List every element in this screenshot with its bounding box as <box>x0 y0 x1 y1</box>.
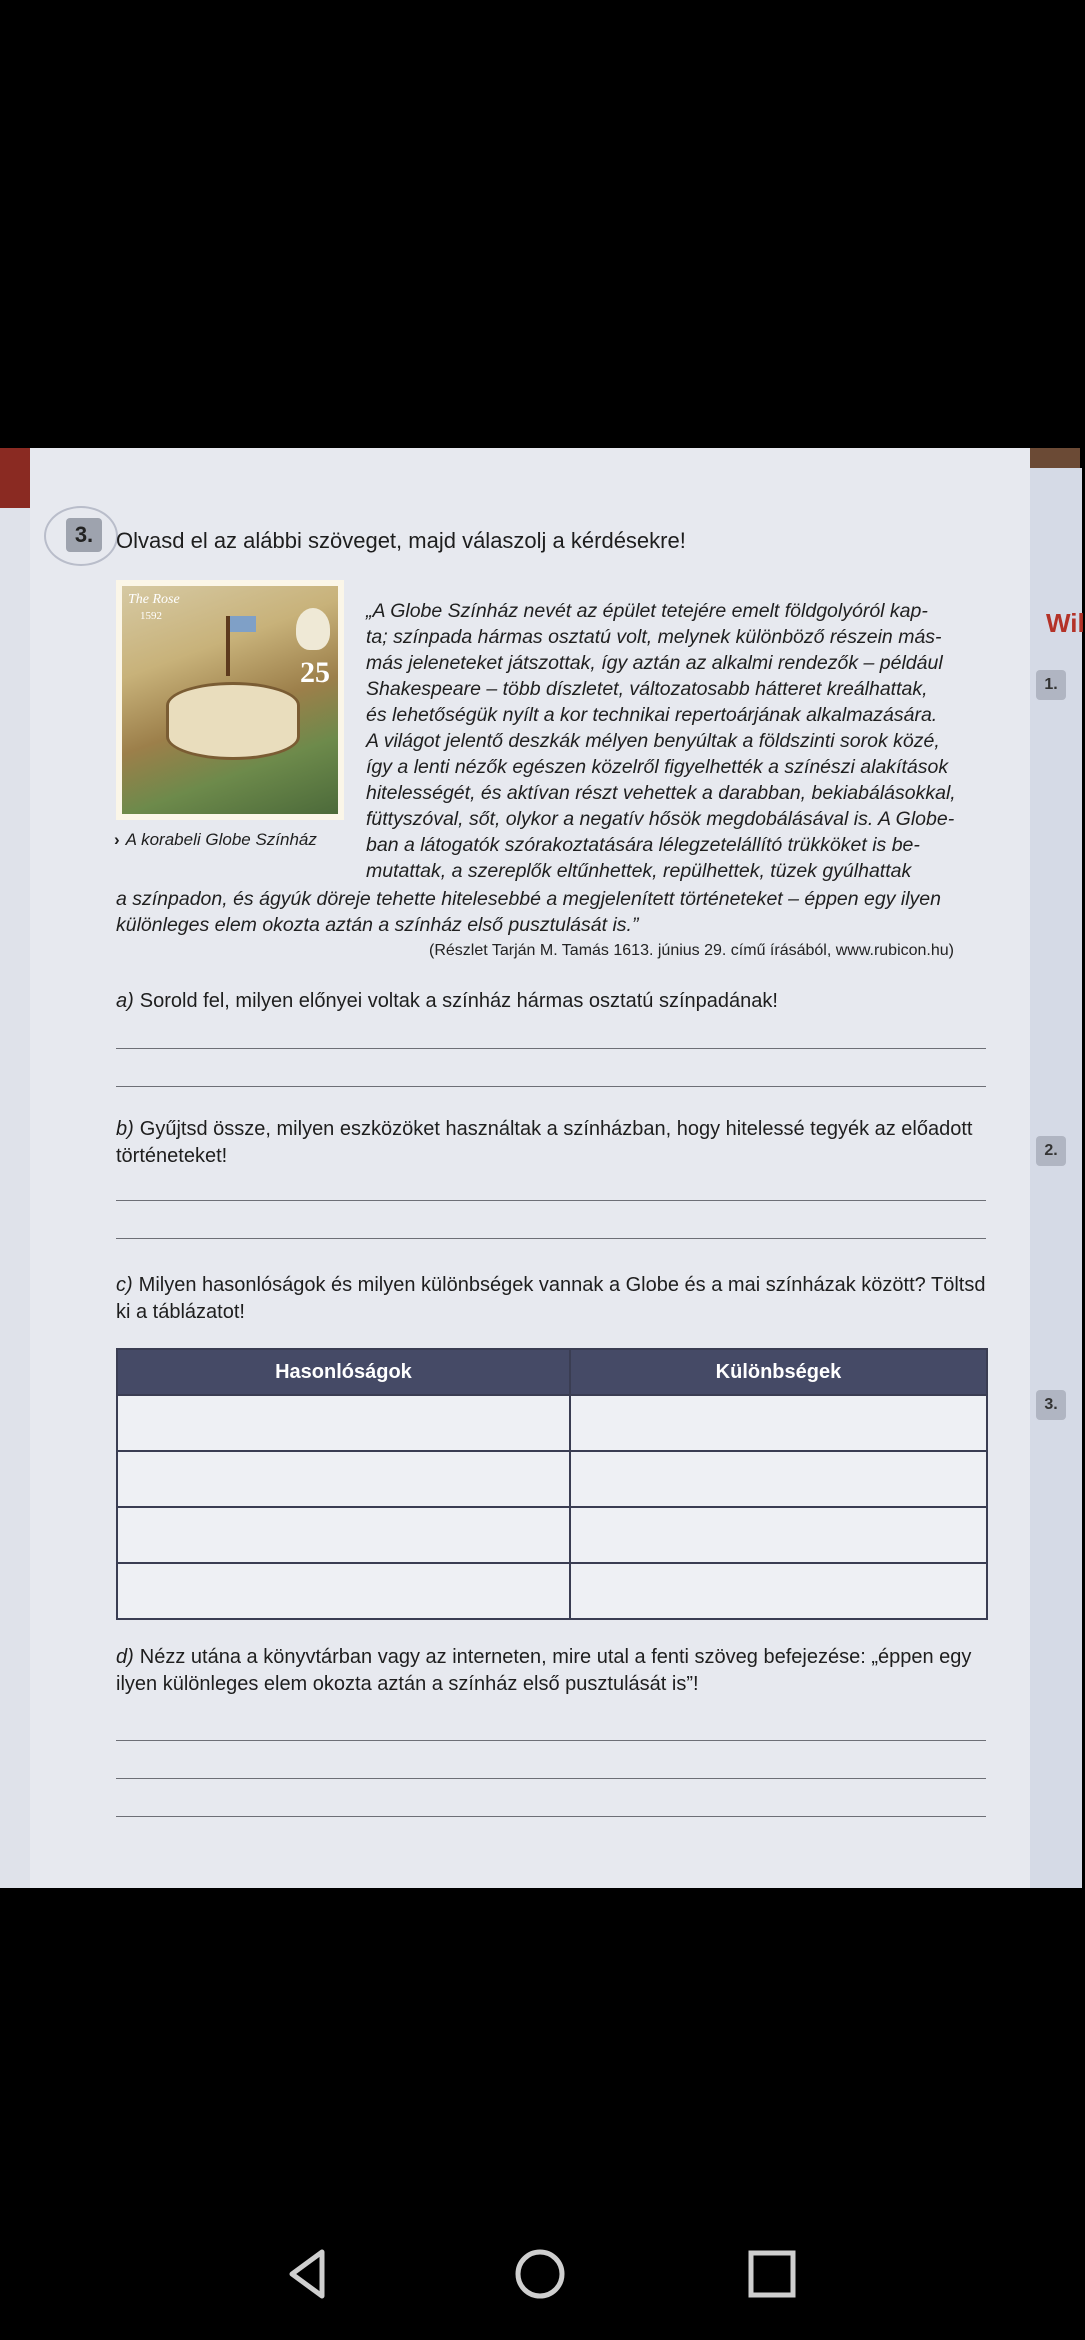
quote-line: „A Globe Színház nevét az épület tetejére emelt földgolyóról kap- <box>366 600 928 622</box>
stamp-value: 25 <box>300 656 330 689</box>
table-cell[interactable] <box>117 1507 570 1563</box>
answer-line-d1[interactable] <box>116 1740 986 1741</box>
caption-marker: › <box>114 830 120 849</box>
queen-head-icon <box>296 608 330 650</box>
globe-theatre-stamp-image <box>116 580 344 820</box>
task-number: 3. <box>66 518 102 552</box>
table-row <box>117 1451 987 1507</box>
quote-line: hitelességét, és aktívan részt vehettek a darabban, bekiabálásokkal, <box>366 782 956 804</box>
answer-line-b1[interactable] <box>116 1200 986 1201</box>
answer-line-b2[interactable] <box>116 1238 986 1239</box>
question-label: b) <box>116 1118 134 1140</box>
question-text: Sorold fel, milyen előnyei voltak a színház hármas osztatú színpadának! <box>139 990 778 1012</box>
answer-line-d3[interactable] <box>116 1816 986 1817</box>
table-row <box>117 1563 987 1619</box>
question-b <box>116 1116 986 1170</box>
table-cell[interactable] <box>570 1563 987 1619</box>
next-page-number: 2. <box>1036 1136 1066 1166</box>
home-icon[interactable] <box>510 2244 570 2304</box>
table-cell[interactable] <box>117 1563 570 1619</box>
stamp-artwork <box>122 586 338 814</box>
task-heading: Olvasd el az alábbi szöveget, majd válaszolj a kérdésekre! <box>116 528 686 553</box>
table-row <box>117 1507 987 1563</box>
quote-line: ban a látogatók szórakoztatására lélegzetelállító trükköket is be- <box>366 834 920 856</box>
question-a <box>116 988 986 1015</box>
system-navigation-bar <box>0 2220 1080 2340</box>
answer-line-d2[interactable] <box>116 1778 986 1779</box>
question-text: Nézz utána a könyvtárban vagy az interneten, mire utal a fenti szöveg befejezése: „éppen egy ilyen különleges elem okozta aztán a színház első pusztulását is”! <box>116 1646 972 1695</box>
image-caption <box>114 830 317 850</box>
quote-source: (Részlet Tarján M. Tamás 1613. június 29. című írásából, www.rubicon.hu) <box>429 942 954 959</box>
table-cell[interactable] <box>570 1451 987 1507</box>
question-text: Milyen hasonlóságok és milyen különbségek vannak a Globe és a mai színházak között? Töltsd ki a táblázatot! <box>116 1274 986 1323</box>
table-header-row <box>117 1349 987 1395</box>
quote-line: a színpadon, és ágyúk döreje tehette hitelesebbé a megjelenített történeteket – éppen egy ilyen <box>116 888 941 910</box>
quote-paragraph-right <box>366 598 984 884</box>
quote-line: ta; színpada hármas osztatú volt, melynek különböző részein más- <box>366 626 942 648</box>
comparison-table <box>116 1348 988 1620</box>
question-d <box>116 1644 986 1698</box>
recents-icon[interactable] <box>742 2244 802 2304</box>
table-cell[interactable] <box>570 1395 987 1451</box>
answer-line-a1[interactable] <box>116 1048 986 1049</box>
textbook-page <box>30 448 1030 1888</box>
table-cell[interactable] <box>117 1395 570 1451</box>
quote-line: különleges elem okozta aztán a színház első pusztulását is.” <box>116 914 639 936</box>
flag-icon <box>226 616 230 676</box>
stamp-year: 1592 <box>140 610 162 622</box>
theatre-building-icon <box>166 682 300 760</box>
quote-paragraph-full <box>116 886 984 938</box>
quote-line: és lehetőségük nyílt a kor technikai repertoárjának alkalmazására. <box>366 704 938 726</box>
question-label: d) <box>116 1646 134 1668</box>
stamp-title: The Rose <box>128 592 180 607</box>
question-text: Gyűjtsd össze, milyen eszközöket használtak a színházban, hogy hitelessé tegyék az előadott történeteket! <box>116 1118 973 1167</box>
quote-line: Shakespeare – több díszletet, változatosabb hátteret kreálhattak, <box>366 678 928 700</box>
question-c <box>116 1272 986 1326</box>
next-page-title: Wil <box>1046 608 1085 638</box>
photo-area <box>0 448 1085 1888</box>
quote-line: így a lenti nézők egészen közelről figyelhették a színészi alakítások <box>366 756 949 778</box>
header-similarities: Hasonlóságok <box>117 1349 570 1395</box>
back-icon[interactable] <box>278 2244 338 2304</box>
quote-line: mutattak, a szereplők eltűnhettek, repülhettek, tüzek gyúlhattak <box>366 860 912 882</box>
question-label: c) <box>116 1274 133 1296</box>
next-page-number: 3. <box>1036 1390 1066 1420</box>
table-cell[interactable] <box>570 1507 987 1563</box>
quote-line: más jeleneteket játszottak, így aztán az alkalmi rendezők – például <box>366 652 943 674</box>
table-row <box>117 1395 987 1451</box>
caption-text: A korabeli Globe Színház <box>125 830 317 849</box>
header-differences: Különbségek <box>570 1349 987 1395</box>
quote-line: A világot jelentő deszkák mélyen benyúltak a földszinti sorok közé, <box>366 730 940 752</box>
next-page-number: 1. <box>1036 670 1066 700</box>
quote-line: füttyszóval, sőt, olykor a negatív hősök megdobálásával is. A Globe- <box>366 808 955 830</box>
table-cell[interactable] <box>117 1451 570 1507</box>
answer-line-a2[interactable] <box>116 1086 986 1087</box>
question-label: a) <box>116 990 134 1012</box>
